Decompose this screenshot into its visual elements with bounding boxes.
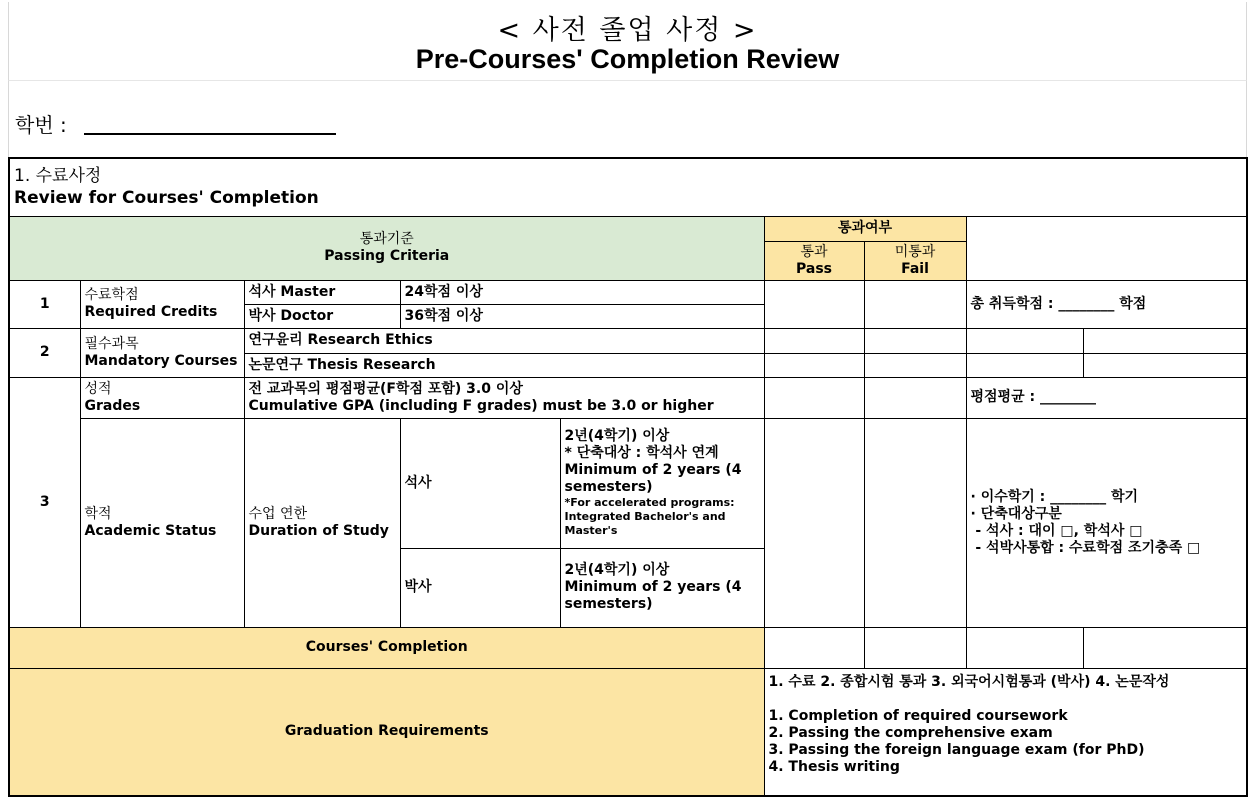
doctor-duration-korean: 2년(4학기) 이상 xyxy=(564,562,670,578)
credits-master-requirement: 24학점 이상 xyxy=(400,280,764,304)
row-number: 1 xyxy=(9,280,80,328)
grades-pass-cell[interactable] xyxy=(764,377,864,418)
header-blank xyxy=(966,216,1247,280)
status-fail-cell[interactable] xyxy=(864,418,966,627)
completion-pass-cell[interactable] xyxy=(764,627,864,668)
grades-label-english: Grades xyxy=(84,397,141,414)
criteria-header-english: Passing Criteria xyxy=(324,248,450,264)
mandatory-label xyxy=(80,328,244,377)
master-duration-korean: 2년(4학기) 이상 xyxy=(564,428,670,444)
academic-status-english: Academic Status xyxy=(84,522,217,539)
integrated-type-option: - 석박사통합 : 수료학점 조기충족 □ xyxy=(970,539,1201,556)
credits-label-korean: 수료학점 xyxy=(84,287,139,303)
ethics-pass-cell[interactable] xyxy=(764,328,864,353)
graduation-item: 1. Completion of required coursework xyxy=(768,707,1068,724)
ethics-fail-cell[interactable] xyxy=(864,328,966,353)
graduation-item: 3. Passing the foreign language exam (for PhD) xyxy=(768,741,1145,758)
thesis-pass-cell[interactable] xyxy=(764,353,864,377)
mandatory-label-english: Mandatory Courses xyxy=(84,352,238,369)
master-accelerated-korean: * 단축대상 : 학석사 연계 xyxy=(564,445,719,461)
completion-fail-cell[interactable] xyxy=(864,627,966,668)
duration-label xyxy=(244,418,400,627)
completion-extra-cell[interactable] xyxy=(1083,627,1247,668)
ethics-note-cell[interactable] xyxy=(966,328,1083,353)
graduation-item: 2. Passing the comprehensive exam xyxy=(768,724,1053,741)
gpa-rule xyxy=(244,377,764,418)
duration-doctor-label: 박사 xyxy=(400,548,560,627)
section-title xyxy=(9,158,1247,216)
section-title-korean: 1. 수료사정 xyxy=(14,166,102,187)
credits-label-english: Required Credits xyxy=(84,304,218,320)
student-id-label: 학번 : xyxy=(15,113,67,137)
graduation-requirements-list xyxy=(764,668,1247,796)
completion-review-table xyxy=(8,157,1248,797)
pass-label-korean: 통과 xyxy=(800,243,828,260)
master-duration-english: Minimum of 2 years (4 semesters) xyxy=(564,462,742,495)
duration-label-korean: 수업 연한 xyxy=(248,505,308,522)
document-header xyxy=(8,2,1247,80)
ethics-extra-cell[interactable] xyxy=(1083,328,1247,353)
total-credits-note[interactable]: 총 취득학점 : ________ 학점 xyxy=(966,280,1247,328)
pass-status-header: 통과여부 xyxy=(764,216,966,241)
thesis-note-cell[interactable] xyxy=(966,353,1083,377)
completion-note-cell[interactable] xyxy=(966,627,1083,668)
doctor-duration-english: Minimum of 2 years (4 semesters) xyxy=(564,579,742,612)
fail-label-english: Fail xyxy=(901,260,929,277)
graduation-summary-korean: 1. 수료 2. 종합시험 통과 3. 외국어시험통과 (박사) 4. 논문작성 xyxy=(768,673,1170,690)
credits-pass-cell[interactable] xyxy=(764,280,864,328)
gpa-rule-english: Cumulative GPA (including F grades) must be 3.0 or higher xyxy=(248,397,714,414)
thesis-research-course: 논문연구 Thesis Research xyxy=(244,353,764,377)
duration-doctor-requirement xyxy=(560,548,764,627)
academic-status-label xyxy=(80,418,244,627)
student-id-row xyxy=(8,80,1247,158)
duration-master-label: 석사 xyxy=(400,418,560,548)
master-type-option: - 석사 : 대이 □, 학석사 □ xyxy=(970,522,1143,539)
row-number: 3 xyxy=(9,377,80,627)
pass-column-header xyxy=(764,241,864,280)
passing-criteria-header xyxy=(9,216,764,280)
credits-doctor-requirement: 36학점 이상 xyxy=(400,304,764,328)
duration-master-requirement xyxy=(560,418,764,548)
criteria-header-korean: 통과기준 xyxy=(359,231,414,247)
credits-master-label: 석사 Master xyxy=(244,280,400,304)
master-accelerated-english: *For accelerated programs: Integrated Bachelor's and Master's xyxy=(564,496,735,537)
status-pass-cell[interactable] xyxy=(764,418,864,627)
fail-column-header xyxy=(864,241,966,280)
student-id-field[interactable] xyxy=(84,133,336,135)
title-korean: < 사전 졸업 사정 > xyxy=(497,15,758,46)
graduation-requirements-label: Graduation Requirements xyxy=(9,668,764,796)
row-number: 2 xyxy=(9,328,80,377)
credits-fail-cell[interactable] xyxy=(864,280,966,328)
mandatory-label-korean: 필수과목 xyxy=(84,335,139,352)
courses-completion-label: Courses' Completion xyxy=(9,627,764,668)
title-english: Pre-Courses' Completion Review xyxy=(415,44,840,74)
research-ethics-course: 연구윤리 Research Ethics xyxy=(244,328,764,353)
accelerated-type-note: · 단축대상구분 xyxy=(970,505,1062,522)
section-title-english: Review for Courses' Completion xyxy=(14,188,319,209)
grades-label xyxy=(80,377,244,418)
graduation-item: 4. Thesis writing xyxy=(768,758,900,775)
grades-fail-cell[interactable] xyxy=(864,377,966,418)
fail-label-korean: 미통과 xyxy=(894,243,936,260)
academic-status-korean: 학적 xyxy=(84,505,112,522)
gpa-note[interactable]: 평점평균 : ________ xyxy=(966,377,1247,418)
semester-note[interactable] xyxy=(966,418,1247,627)
thesis-fail-cell[interactable] xyxy=(864,353,966,377)
duration-label-english: Duration of Study xyxy=(248,522,389,539)
thesis-extra-cell[interactable] xyxy=(1083,353,1247,377)
gpa-rule-korean: 전 교과목의 평점평균(F학점 포함) 3.0 이상 xyxy=(248,380,523,397)
credits-doctor-label: 박사 Doctor xyxy=(244,304,400,328)
grades-label-korean: 성적 xyxy=(84,380,112,397)
semester-count-note: · 이수학기 : ________ 학기 xyxy=(970,488,1139,505)
credits-label xyxy=(80,280,244,328)
pass-label-english: Pass xyxy=(796,260,832,277)
